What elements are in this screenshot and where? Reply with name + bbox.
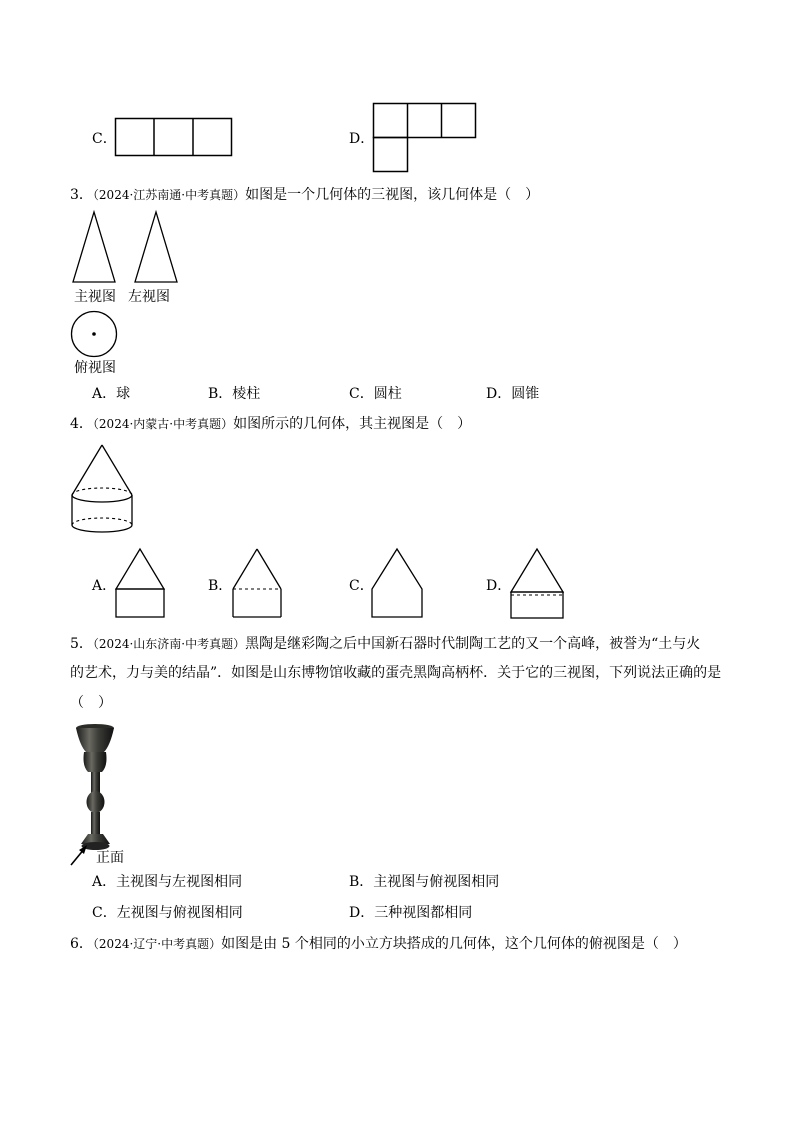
q3-top-view <box>70 310 120 360</box>
q5-source: （2024·山东济南·中考真题） <box>92 637 246 651</box>
q3-option-d: D．圆锥 <box>486 386 540 402</box>
option-d-figure <box>373 103 477 173</box>
q5-option-c: C．左视图与俯视图相同 <box>92 905 243 921</box>
q4-source: （2024·内蒙古·中考真题） <box>92 417 234 431</box>
q5-number: 5． <box>70 636 93 652</box>
q3-left-view-label: 左视图 <box>128 289 170 305</box>
q3-top-view-label: 俯视图 <box>74 360 116 376</box>
q3-stem: 如图是一个几何体的三视图，该几何体是（ ） <box>245 187 540 203</box>
q4-option-d-figure <box>510 548 566 620</box>
q5-option-a: A．主视图与左视图相同 <box>92 874 243 890</box>
q5-stem-line-2: 的艺术，力与美的结晶”．如图是山东博物馆收藏的蛋壳黑陶高柄杯．关于它的三视图，下列说法正确的是 <box>70 665 722 681</box>
q4-option-b-figure <box>232 548 284 620</box>
q3-option-a: A．球 <box>92 386 131 402</box>
q5-option-b: B．主视图与俯视图相同 <box>349 874 500 890</box>
q4-option-c-figure <box>371 548 425 620</box>
q3-option-b: B．棱柱 <box>208 386 261 402</box>
q6-stem: 如图是由 5 个相同的小立方块搭成的几何体，这个几何体的俯视图是（ ） <box>221 936 687 952</box>
q5-option-d: D．三种视图都相同 <box>349 905 473 921</box>
q4-option-d-label: D． <box>486 578 512 594</box>
q3-stem-line <box>70 186 539 204</box>
q4-option-c-label: C． <box>349 578 374 594</box>
q4-option-a-figure <box>115 548 167 620</box>
q6-number: 6． <box>70 936 93 952</box>
q3-front-left-views <box>72 210 182 285</box>
q4-option-b-label: B． <box>208 578 233 594</box>
q3-source: （2024·江苏南通·中考真题） <box>92 188 246 202</box>
q5-stem-line-1 <box>70 635 700 653</box>
q6-stem-line <box>70 935 687 953</box>
q3-option-c: C．圆柱 <box>349 386 402 402</box>
option-d-label: D． <box>349 131 375 147</box>
q5-goblet-photo <box>66 722 136 867</box>
option-c-figure <box>115 118 233 158</box>
q3-number: 3． <box>70 187 93 203</box>
q4-stem-line <box>70 415 471 433</box>
q5-front-label: 正面 <box>96 850 124 866</box>
q4-stem: 如图所示的几何体，其主视图是（ ） <box>233 416 472 432</box>
q4-solid-figure <box>70 444 136 536</box>
q5-stem-1: 黑陶是继彩陶之后中国新石器时代制陶工艺的又一个高峰，被誉为“土与火 <box>245 636 701 652</box>
option-c-label: C． <box>92 131 117 147</box>
q6-source: （2024·辽宁·中考真题） <box>92 937 222 951</box>
q4-number: 4． <box>70 416 93 432</box>
q3-front-view-label: 主视图 <box>74 289 116 305</box>
q5-stem-line-3: （ ） <box>70 695 112 711</box>
q4-option-a-label: A． <box>92 578 117 594</box>
